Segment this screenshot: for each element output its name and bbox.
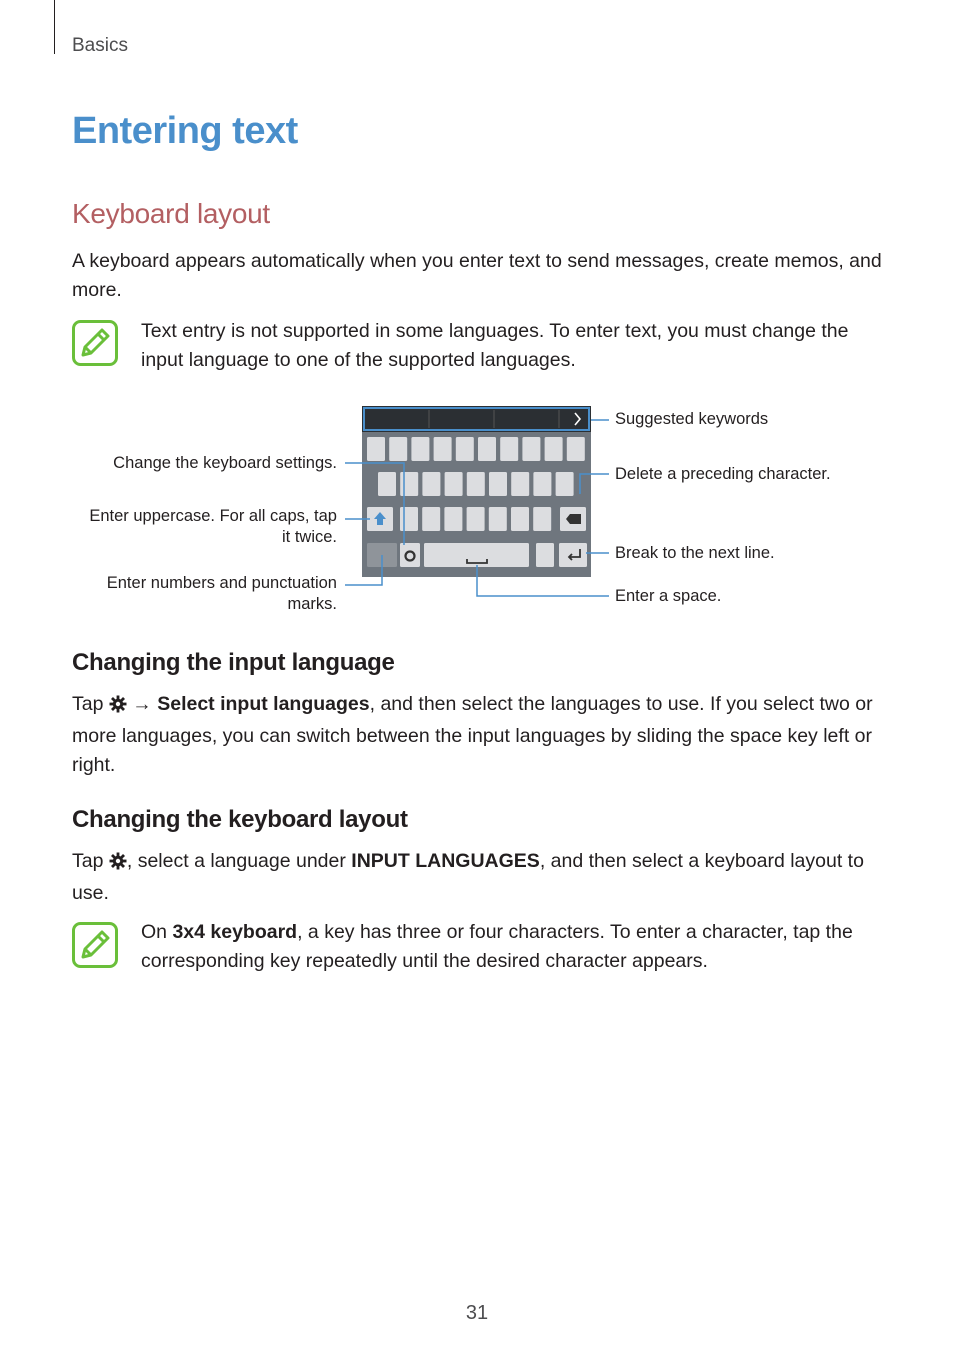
section-rule bbox=[54, 0, 55, 54]
note-text: Text entry is not supported in some languages. To enter text, you must change the input language to one of the supported languages. bbox=[141, 320, 849, 371]
key bbox=[533, 472, 551, 496]
key bbox=[400, 507, 418, 531]
key bbox=[567, 437, 585, 461]
input-language-paragraph bbox=[72, 690, 902, 780]
note2-line2: corresponding key repeatedly until the desired character appears. bbox=[141, 950, 708, 972]
callout-space: Enter a space. bbox=[615, 587, 722, 605]
gear-icon bbox=[109, 850, 127, 879]
key bbox=[445, 472, 463, 496]
gear-icon bbox=[109, 693, 127, 722]
key bbox=[411, 437, 429, 461]
note2-line1-rest: , a key has three or four characters. To enter a character, tap the bbox=[297, 921, 853, 943]
tap-word: Tap bbox=[72, 850, 104, 872]
page-title: Entering text bbox=[72, 110, 298, 152]
callout-uppercase-line2: it twice. bbox=[281, 528, 337, 546]
section-label: Basics bbox=[72, 35, 128, 56]
enter-key bbox=[559, 543, 587, 567]
key bbox=[511, 472, 529, 496]
callout-next-line: Break to the next line. bbox=[615, 544, 775, 562]
key bbox=[422, 507, 440, 531]
callout-suggested-keywords: Suggested keywords bbox=[615, 410, 769, 428]
key bbox=[378, 472, 396, 496]
note-icon bbox=[72, 320, 118, 371]
key bbox=[400, 472, 418, 496]
key bbox=[444, 507, 462, 531]
heading-keyboard-layout: Changing the keyboard layout bbox=[72, 806, 408, 833]
key bbox=[478, 437, 496, 461]
page-number: 31 bbox=[465, 1302, 489, 1324]
key bbox=[434, 437, 452, 461]
callout-uppercase bbox=[60, 506, 337, 548]
key bbox=[500, 437, 518, 461]
key bbox=[533, 507, 551, 531]
key bbox=[545, 437, 563, 461]
key bbox=[467, 507, 485, 531]
key bbox=[456, 437, 474, 461]
heading-input-language: Changing the input language bbox=[72, 649, 395, 676]
keyboard-layout-line2: use. bbox=[72, 882, 109, 904]
option-select-input-languages: Select input languages bbox=[157, 693, 370, 715]
key bbox=[489, 472, 507, 496]
key bbox=[556, 472, 574, 496]
input-language-line3: right. bbox=[72, 754, 116, 776]
note2-on: On bbox=[141, 921, 168, 943]
callout-numbers-line1: Enter numbers and punctuation bbox=[106, 574, 337, 592]
key bbox=[467, 472, 485, 496]
callout-numbers bbox=[60, 573, 337, 615]
callout-keyboard-settings: Change the keyboard settings. bbox=[113, 454, 337, 472]
intro-paragraph: A keyboard appears automatically when you enter text to send messages, create memos, and more. bbox=[72, 250, 882, 301]
arrow-glyph: → bbox=[132, 693, 152, 715]
keyboard-layout-paragraph bbox=[72, 847, 902, 908]
key bbox=[389, 437, 407, 461]
callout-numbers-line2: marks. bbox=[287, 595, 337, 613]
suggestion-bar bbox=[362, 406, 591, 432]
key bbox=[489, 507, 507, 531]
note2-text bbox=[141, 918, 881, 976]
tap-word: Tap bbox=[72, 693, 104, 715]
input-language-line2: more languages, you can switch between the input languages by sliding the space key left or bbox=[72, 725, 872, 747]
option-input-languages: INPUT LANGUAGES bbox=[351, 850, 540, 872]
keyboard-layout-mid: , select a language under bbox=[126, 850, 346, 872]
note2-bold-term: 3x4 keyboard bbox=[172, 921, 298, 943]
callout-delete: Delete a preceding character. bbox=[615, 465, 831, 483]
key bbox=[522, 437, 540, 461]
key bbox=[422, 472, 440, 496]
punctuation-key bbox=[536, 543, 554, 567]
key bbox=[511, 507, 529, 531]
input-language-line1-rest: , and then select the languages to use. If you select two or bbox=[369, 693, 873, 715]
key bbox=[367, 437, 385, 461]
callout-uppercase-line1: Enter uppercase. For all caps, tap bbox=[89, 507, 337, 525]
section-subtitle: Keyboard layout bbox=[72, 198, 270, 229]
settings-key bbox=[400, 543, 420, 567]
keyboard-layout-line1-rest: , and then select a keyboard layout to bbox=[539, 850, 864, 872]
note-icon bbox=[72, 922, 118, 973]
